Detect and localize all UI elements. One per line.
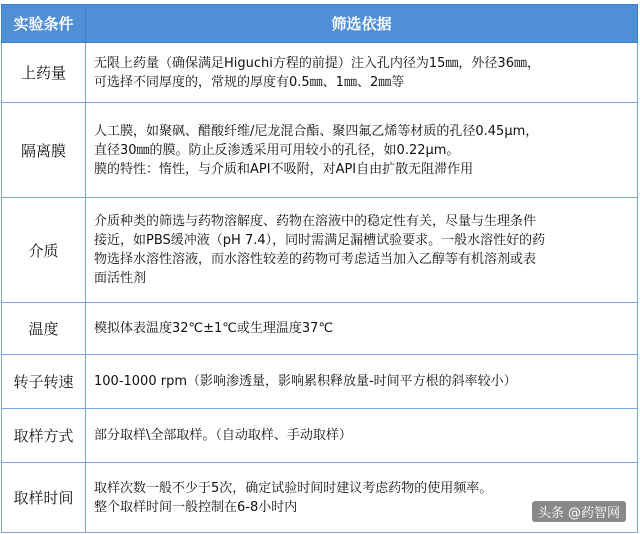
row-label-medium: 介质 <box>2 198 86 303</box>
watermark: 头条 @药智网 <box>532 501 626 522</box>
table-row <box>2 409 638 463</box>
table-row <box>2 103 638 198</box>
row-label-dose: 上药量 <box>2 43 86 103</box>
content-line: 取样次数一般不少于5次，确定试验时间时建议考虑药物的使用频率。 <box>94 480 493 496</box>
table-row <box>2 43 638 103</box>
content-line: 100-1000 rpm（影响渗透量，影响累积释放量-时间平方根的斜率较小） <box>94 374 517 389</box>
row-label-membrane: 隔离膜 <box>2 103 86 198</box>
row-content-sampling-method <box>86 409 638 463</box>
table-row <box>2 303 638 355</box>
content-line: 模拟体表温度32℃±1℃或生理温度37℃ <box>94 321 334 336</box>
content-line: 可选择不同厚度的，常规的厚度有0.5㎜、1㎜、2㎜等 <box>94 74 405 90</box>
row-content-rotor-speed <box>86 355 638 409</box>
content-line: 整个取样时间一般控制在6-8小时内 <box>94 499 298 515</box>
content-line: 膜的特性：惰性，与介质和API不吸附，对API自由扩散无阻滞作用 <box>94 161 474 177</box>
header-row <box>2 5 638 43</box>
content-line: 直径30㎜的膜。防止反渗透采用可用较小的孔径，如0.22μm。 <box>94 142 460 158</box>
content-line: 介质种类的筛选与药物溶解度、药物在溶液中的稳定性有关，尽量与生理条件 <box>94 214 537 229</box>
content-line: 人工膜，如聚砜、醋酸纤维/尼龙混合酯、聚四氟乙烯等材质的孔径0.45μm， <box>94 123 539 139</box>
row-label-sampling-method: 取样方式 <box>2 409 86 463</box>
table-row <box>2 463 638 533</box>
row-content-medium <box>86 198 638 303</box>
row-label-rotor-speed: 转子转速 <box>2 355 86 409</box>
content-line: 部分取样\全部取样。（自动取样、手动取样） <box>94 428 352 443</box>
header-conditions: 实验条件 <box>2 5 86 43</box>
row-content-temperature <box>86 303 638 355</box>
row-content-sampling-time <box>86 463 638 533</box>
content-line: 接近，如PBS缓冲液（pH 7.4），同时需满足漏槽试验要求。一般水溶性好的药 <box>94 233 546 248</box>
row-content-membrane <box>86 103 638 198</box>
content-line: 面活性剂 <box>94 271 147 286</box>
table-row <box>2 198 638 303</box>
row-content-dose <box>86 43 638 103</box>
row-label-temperature: 温度 <box>2 303 86 355</box>
conditions-table <box>1 4 638 533</box>
table-row <box>2 355 638 409</box>
header-basis: 筛选依据 <box>86 5 638 43</box>
content-line: 无限上药量（确保满足Higuchi方程的前提）注入孔内径为15㎜，外径36㎜， <box>94 55 540 71</box>
row-label-sampling-time: 取样时间 <box>2 463 86 533</box>
content-line: 物选择水溶性溶液，而水溶性较差的药物可考虑适当加入乙醇等有机溶剂或表 <box>94 252 537 267</box>
